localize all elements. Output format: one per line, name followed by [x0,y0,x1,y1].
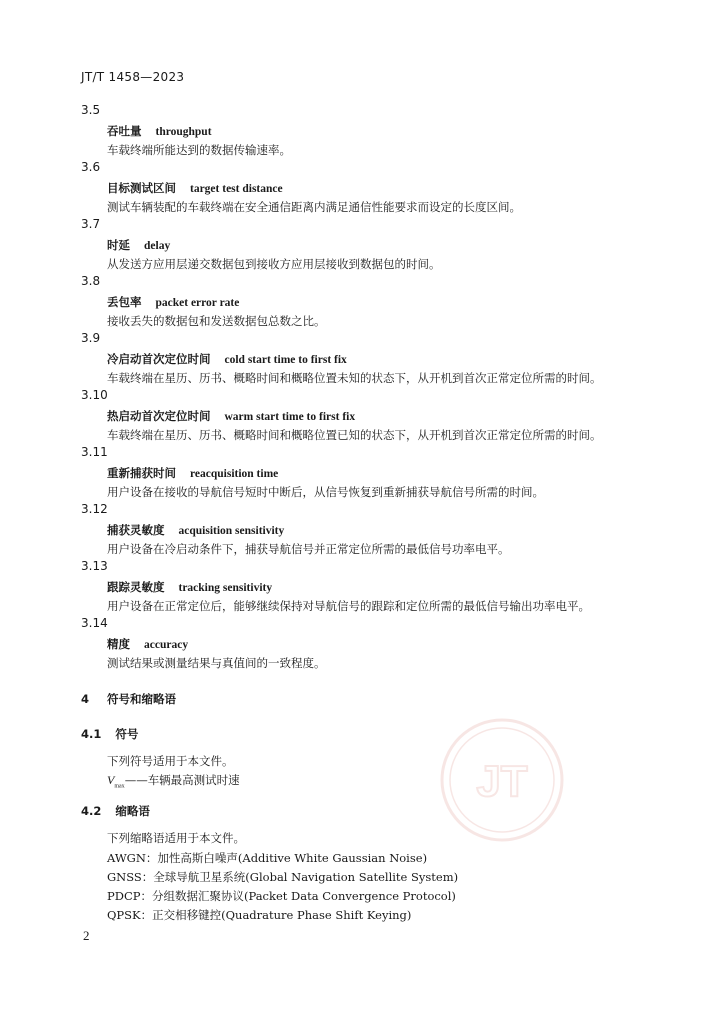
term-zh: 热启动首次定位时间 [107,409,211,423]
term-zh: 重新捕获时间 [107,466,176,480]
term-en: delay [144,240,171,252]
symbol-description: ——车辆最高测试时速 [124,773,240,787]
subsection-heading [81,803,150,819]
term-zh: 目标测试区间 [107,181,176,195]
subsection-title: 符号 [115,727,139,741]
term-definition: 用户设备在接收的导航信号短时中断后，从信号恢复到重新捕获导航信号所需的时间。 [107,485,544,499]
term-definition: 车载终端在星历、历书、概略时间和概略位置已知的状态下，从开机到首次正常定位所需的时间。 [107,428,602,442]
jt-watermark-seal [438,716,566,844]
term-title [107,237,170,253]
term-en: accuracy [144,639,189,651]
abbreviation-item: QPSK：正交相移键控(Quadrature Phase Shift Keying) [107,908,412,922]
term-en: acquisition sensitivity [178,525,285,537]
term-title [107,408,355,424]
term-number: 3.11 [81,445,108,459]
term-title [107,465,278,481]
term-definition: 用户设备在冷启动条件下，捕获导航信号并正常定位所需的最低信号功率电平。 [107,542,510,556]
term-definition: 车载终端所能达到的数据传输速率。 [107,143,291,157]
page-number: 2 [83,928,90,943]
term-title [107,180,283,196]
term-en: packet error rate [155,297,240,309]
term-zh: 跟踪灵敏度 [107,580,165,594]
term-zh: 精度 [107,637,130,651]
symbol-entry [107,772,240,789]
term-title [107,636,188,652]
term-number: 3.14 [81,616,108,630]
section-number: 4 [81,692,90,706]
term-en: throughput [155,126,212,138]
paragraph: 下列符号适用于本文件。 [107,754,234,768]
svg-text:JT: JT [476,757,528,806]
term-zh: 时延 [107,238,130,252]
abbreviation-item: PDCP：分组数据汇聚协议(Packet Data Convergence Protocol) [107,889,456,903]
term-title [107,579,272,595]
term-zh: 捕获灵敏度 [107,523,165,537]
subsection-heading [81,726,138,742]
term-zh: 丢包率 [107,295,142,309]
term-number: 3.10 [81,388,108,402]
term-definition: 用户设备在正常定位后，能够继续保持对导航信号的跟踪和定位所需的最低信号输出功率电平。 [107,599,590,613]
term-zh: 冷启动首次定位时间 [107,352,211,366]
term-definition: 测试车辆装配的车载终端在安全通信距离内满足通信性能要求而设定的长度区间。 [107,200,521,214]
term-en: cold start time to first fix [224,354,347,366]
term-number: 3.8 [81,274,101,288]
section-title: 符号和缩略语 [107,692,177,706]
term-number: 3.5 [81,103,101,117]
term-definition: 测试结果或测量结果与真值间的一致程度。 [107,656,326,670]
term-number: 3.6 [81,160,101,174]
term-title [107,522,284,538]
section-heading [81,691,176,707]
term-definition: 接收丢失的数据包和发送数据包总数之比。 [107,314,326,328]
subsection-number: 4.1 [81,727,102,741]
term-en: warm start time to first fix [224,411,356,423]
term-en: reacquisition time [190,468,279,480]
term-number: 3.9 [81,331,101,345]
term-en: tracking sensitivity [178,582,273,594]
paragraph: 下列缩略语适用于本文件。 [107,831,245,845]
symbol: $V_{max}$ [107,773,125,790]
term-definition: 车载终端在星历、历书、概略时间和概略位置未知的状态下，从开机到首次正常定位所需的时间。 [107,371,602,385]
term-definition: 从发送方应用层递交数据包到接收方应用层接收到数据包的时间。 [107,257,441,271]
term-number: 3.12 [81,502,108,516]
subsection-title: 缩略语 [115,804,150,818]
term-title [107,351,347,367]
term-en: target test distance [190,183,283,195]
abbreviation-item: AWGN：加性高斯白噪声(Additive White Gaussian Noise) [107,851,428,865]
term-title [107,294,239,310]
abbreviation-item: GNSS：全球导航卫星系统(Global Navigation Satellite System) [107,870,459,884]
document-code-header: JT/T 1458—2023 [81,70,185,84]
term-number: 3.7 [81,217,101,231]
subsection-number: 4.2 [81,804,102,818]
term-number: 3.13 [81,559,108,573]
term-zh: 吞吐量 [107,124,142,138]
term-title [107,123,212,139]
